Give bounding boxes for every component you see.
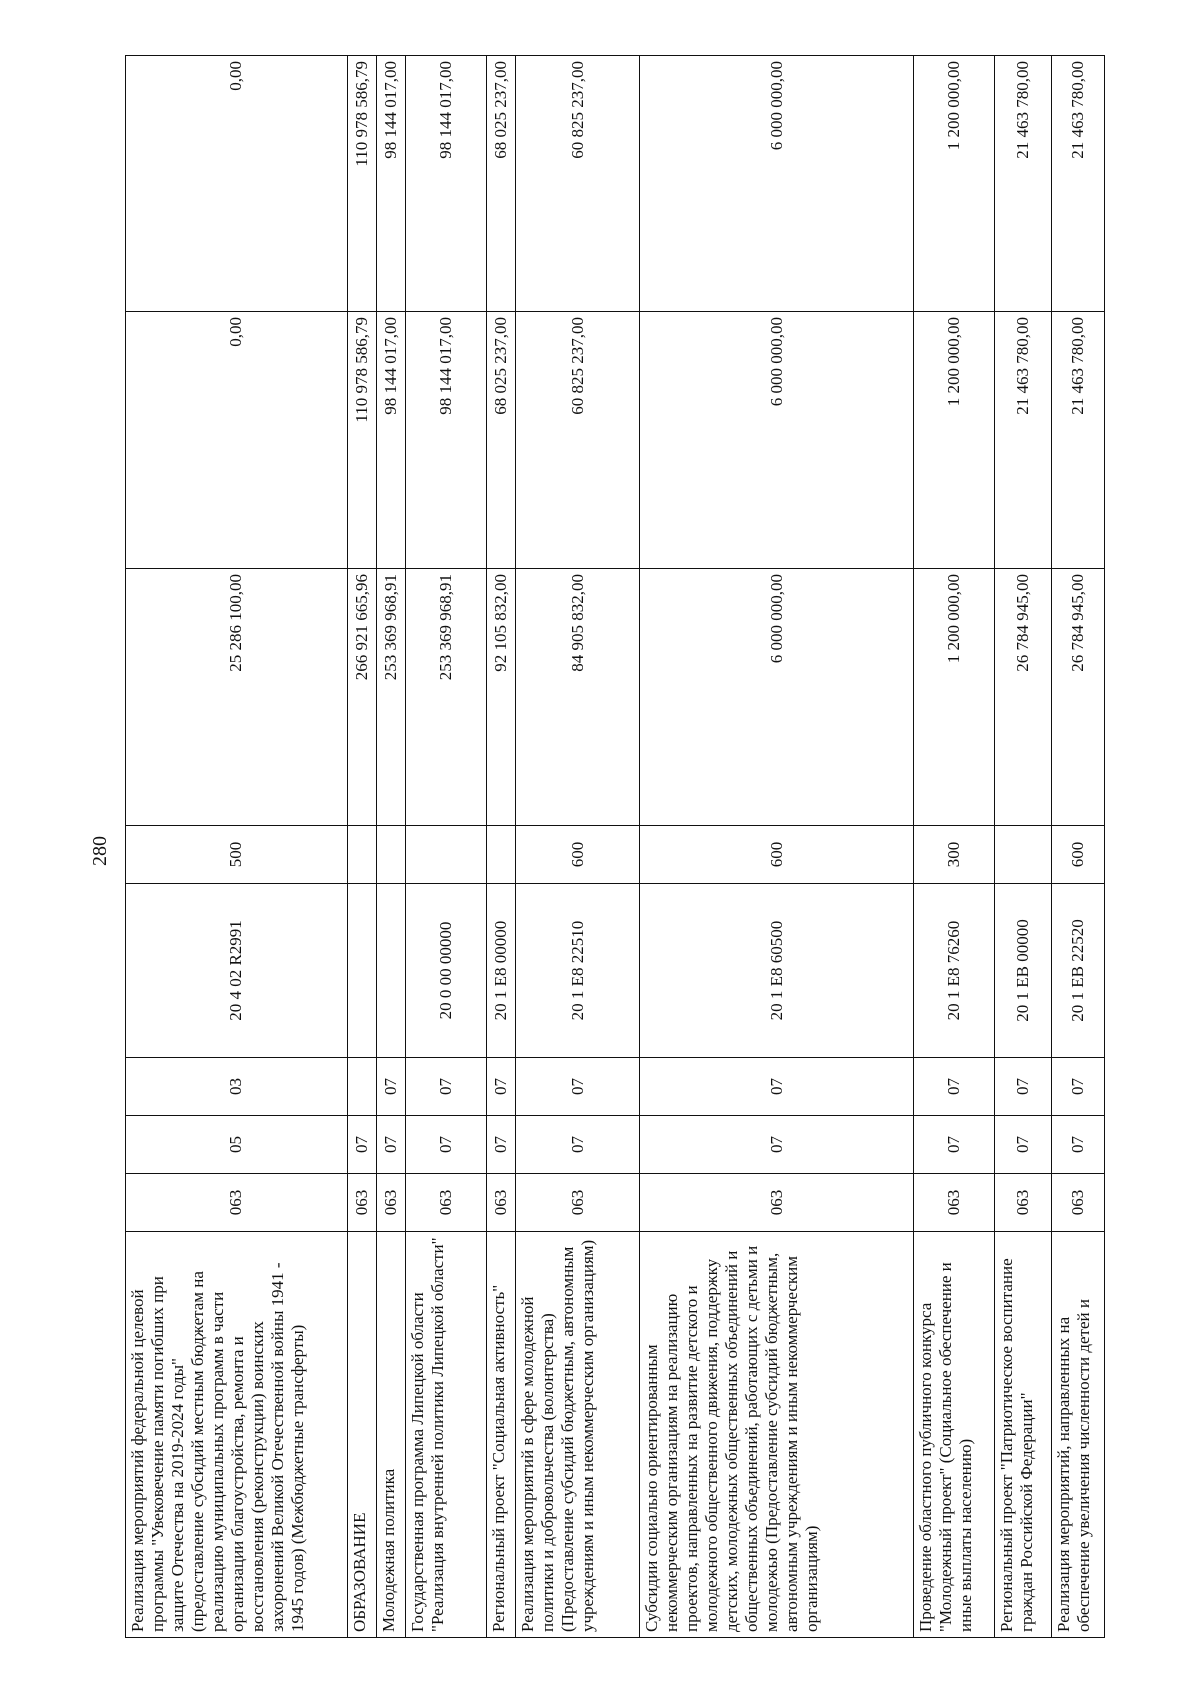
- row-sum-2: 1 200 000,00: [913, 312, 994, 569]
- row-pr: 07: [405, 1058, 486, 1116]
- table-row: [376, 56, 405, 1638]
- row-name: Реализация мероприятий, направленных на обеспечение увеличения численности детей и: [1052, 1232, 1105, 1638]
- row-rz: 07: [994, 1116, 1051, 1174]
- row-rz: 07: [486, 1116, 515, 1174]
- row-sum-2: 98 144 017,00: [405, 312, 486, 569]
- row-sum-3: 6 000 000,00: [640, 56, 913, 312]
- row-sum-1: 253 369 968,91: [376, 569, 405, 826]
- table-row: [640, 56, 913, 1638]
- row-sum-1: 92 105 832,00: [486, 569, 515, 826]
- row-csr: 20 1 E8 76260: [913, 884, 994, 1058]
- row-gr: 063: [376, 1174, 405, 1232]
- row-gr: 063: [640, 1174, 913, 1232]
- row-csr: 20 1 EB 00000: [994, 884, 1051, 1058]
- row-sum-2: 60 825 237,00: [516, 312, 640, 569]
- row-sum-3: 68 025 237,00: [486, 56, 515, 312]
- row-gr: 063: [994, 1174, 1051, 1232]
- row-rz: 07: [405, 1116, 486, 1174]
- row-name: Реализация мероприятий федеральной целевой программы "Увековечение памяти погибших при защите Отечества на 2019-2024 годы" (предоставление субсидий местным бюджетам на реализацию муниципальных программ в части организации благоустройства, ремонта и восстановления (реконструкции) воинских захоронений Великой Отечественной войны 1941 - 1945 годов) (Межбюджетные трансферты): [126, 1232, 348, 1638]
- row-csr: 20 1 E8 00000: [486, 884, 515, 1058]
- row-rz: 07: [376, 1116, 405, 1174]
- row-name: Реализация мероприятий в сфере молодежной политики и добровольчества (волонтерства) (Предоставление субсидий бюджетным, автономным учреждениям и иным некоммерческим организациям): [516, 1232, 640, 1638]
- row-pr: 07: [516, 1058, 640, 1116]
- row-sum-2: 110 978 586,79: [347, 312, 376, 569]
- row-sum-3: 98 144 017,00: [376, 56, 405, 312]
- table-row: [486, 56, 515, 1638]
- row-vr: [994, 826, 1051, 884]
- row-gr: 063: [126, 1174, 348, 1232]
- row-sum-1: 6 000 000,00: [640, 569, 913, 826]
- row-name: ОБРАЗОВАНИЕ: [347, 1232, 376, 1638]
- row-rz: 07: [516, 1116, 640, 1174]
- row-sum-3: 21 463 780,00: [1052, 56, 1105, 312]
- row-csr: 20 4 02 R2991: [126, 884, 348, 1058]
- row-csr: [347, 884, 376, 1058]
- row-vr: 600: [516, 826, 640, 884]
- row-pr: 03: [126, 1058, 348, 1116]
- table-row: [913, 56, 994, 1638]
- row-csr: 20 1 EB 22520: [1052, 884, 1105, 1058]
- row-gr: 063: [486, 1174, 515, 1232]
- budget-table-rotated: [125, 56, 1105, 1638]
- row-sum-2: 98 144 017,00: [376, 312, 405, 569]
- row-sum-2: 0,00: [126, 312, 348, 569]
- row-sum-1: 26 784 945,00: [1052, 569, 1105, 826]
- row-sum-2: 21 463 780,00: [1052, 312, 1105, 569]
- row-sum-3: 98 144 017,00: [405, 56, 486, 312]
- row-sum-2: 6 000 000,00: [640, 312, 913, 569]
- row-pr: 07: [486, 1058, 515, 1116]
- row-csr: 20 1 E8 60500: [640, 884, 913, 1058]
- row-gr: 063: [347, 1174, 376, 1232]
- row-name: Субсидии социально ориентированным некоммерческим организациям на реализацию проектов, направленных на развитие детского и молодежного общественного движения, поддержку детских, молодежных общественных объединений и общественных объединений, работающих с детьми и молодежью (Предоставление субсидий бюджетным, автономным учреждениям и иным некоммерческим организациям): [640, 1232, 913, 1638]
- row-sum-3: 60 825 237,00: [516, 56, 640, 312]
- row-gr: 063: [405, 1174, 486, 1232]
- table-row: [516, 56, 640, 1638]
- row-pr: [347, 1058, 376, 1116]
- row-pr: 07: [376, 1058, 405, 1116]
- row-csr: 20 0 00 00000: [405, 884, 486, 1058]
- row-rz: 07: [347, 1116, 376, 1174]
- row-gr: 063: [913, 1174, 994, 1232]
- row-sum-1: 266 921 665,96: [347, 569, 376, 826]
- row-rz: 07: [1052, 1116, 1105, 1174]
- row-rz: 05: [126, 1116, 348, 1174]
- row-sum-2: 21 463 780,00: [994, 312, 1051, 569]
- row-csr: [376, 884, 405, 1058]
- row-sum-2: 68 025 237,00: [486, 312, 515, 569]
- row-sum-1: 26 784 945,00: [994, 569, 1051, 826]
- row-csr: 20 1 E8 22510: [516, 884, 640, 1058]
- row-sum-1: 84 905 832,00: [516, 569, 640, 826]
- row-vr: [376, 826, 405, 884]
- row-vr: [347, 826, 376, 884]
- row-name: Региональный проект "Социальная активность": [486, 1232, 515, 1638]
- row-sum-3: 110 978 586,79: [347, 56, 376, 312]
- budget-table: [125, 55, 1105, 1638]
- table-row: [347, 56, 376, 1638]
- page-number: 280: [89, 836, 111, 866]
- row-vr: 600: [640, 826, 913, 884]
- row-sum-1: 253 369 968,91: [405, 569, 486, 826]
- row-gr: 063: [1052, 1174, 1105, 1232]
- table-row: [405, 56, 486, 1638]
- row-name: Государственная программа Липецкой области "Реализация внутренней политики Липецкой области": [405, 1232, 486, 1638]
- row-name: Проведение областного публичного конкурса "Молодежный проект" (Социальное обеспечение и иные выплаты населению): [913, 1232, 994, 1638]
- row-rz: 07: [640, 1116, 913, 1174]
- row-pr: 07: [913, 1058, 994, 1116]
- row-sum-3: 21 463 780,00: [994, 56, 1051, 312]
- row-gr: 063: [516, 1174, 640, 1232]
- row-sum-1: 1 200 000,00: [913, 569, 994, 826]
- row-name: Региональный проект "Патриотическое воспитание граждан Российской Федерации": [994, 1232, 1051, 1638]
- row-vr: [405, 826, 486, 884]
- row-sum-3: 0,00: [126, 56, 348, 312]
- table-row: [994, 56, 1051, 1638]
- row-vr: 500: [126, 826, 348, 884]
- row-sum-1: 25 286 100,00: [126, 569, 348, 826]
- row-vr: 600: [1052, 826, 1105, 884]
- row-vr: [486, 826, 515, 884]
- row-name: Молодежная политика: [376, 1232, 405, 1638]
- row-sum-3: 1 200 000,00: [913, 56, 994, 312]
- table-row: [126, 56, 348, 1638]
- row-pr: 07: [1052, 1058, 1105, 1116]
- table-row: [1052, 56, 1105, 1638]
- row-vr: 300: [913, 826, 994, 884]
- row-rz: 07: [913, 1116, 994, 1174]
- row-pr: 07: [640, 1058, 913, 1116]
- row-pr: 07: [994, 1058, 1051, 1116]
